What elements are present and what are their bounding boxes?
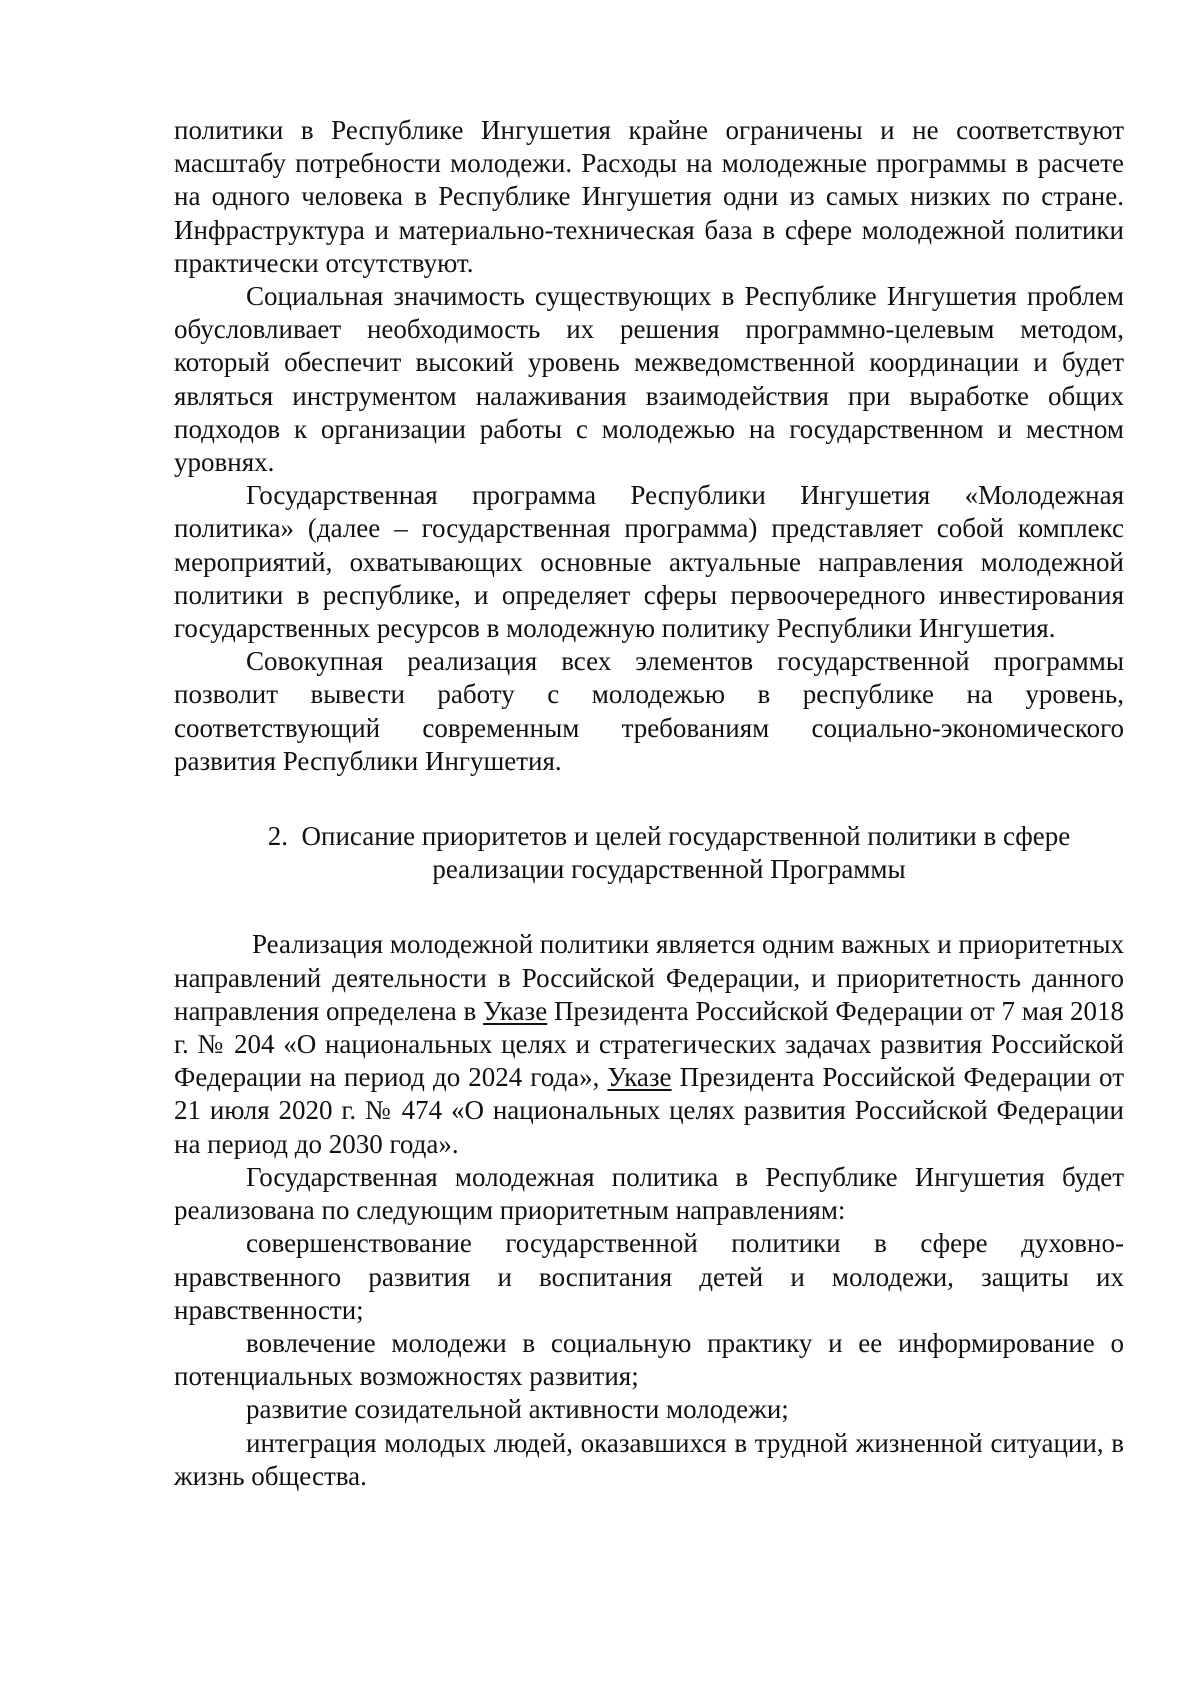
decree-text-part3: Президента Российской Федерации от 21 июля 2020 г. № 474 «О национальных целях развития Российской Федерации на период до 2030 года».	[174, 1062, 1124, 1159]
paragraph-social-significance: Социальная значимость существующих в Республике Ингушетия проблем обусловливает необходимость их решения программно-целевым методом, который обеспечит высокий уровень межведомственной координации и будет являться инструментом налаживания взаимодействия при выработке общих подходов к организации работы с молодежью на государственном и местном уровнях.	[174, 281, 1124, 478]
decree-text-part1: Реализация молодежной политики является одним важных и приоритетных направлений деятельности в Российской Федерации, и приоритетность данного направления определена в	[174, 929, 1124, 1026]
paragraph-decree	[174, 928, 1124, 1160]
paragraph-priorities-intro: Государственная молодежная политика в Республике Ингушетия будет реализована по следующим приоритетным направлениям:	[174, 1161, 1124, 1226]
section-title-line1: Описание приоритетов и целей государственной политики в сфере	[301, 821, 1071, 852]
paragraph-combined-implementation: Совокупная реализация всех элементов государственной программы позволит вывести работу с молодежью в республике на уровень, соответствующий современным требованиям социально-экономического развития Республики Ингушетия.	[174, 646, 1124, 776]
section-number: 2.	[267, 821, 288, 852]
decree-link-2[interactable]: Указе	[607, 1062, 672, 1093]
paragraph-continuation: политики в Республике Ингушетия крайне ограничены и не соответствуют масштабу потребности молодежи. Расходы на молодежные программы в расчете на одного человека в Республике Ингушетия одни из самых низких по стране. Инфраструктура и материально-техническая база в сфере молодежной политики практически отсутствуют.	[174, 115, 1124, 278]
decree-text-part2: Президента Российской Федерации от 7 мая 2018 г. № 204 «О национальных целях и стратегических задачах развития Российской Федерации на период до 2024 года»,	[174, 995, 1124, 1093]
decree-link-1[interactable]: Указе	[483, 995, 548, 1026]
priority-item-social-practice: вовлечение молодежи в социальную практику и ее информирование о потенциальных возможностях развития;	[174, 1327, 1124, 1392]
section-heading	[174, 820, 1124, 886]
priority-item-spiritual: совершенствование государственной политики в сфере духовно-нравственного развития и воспитания детей и молодежи, защиты их нравственности;	[174, 1228, 1124, 1325]
paragraph-state-program: Государственная программа Республики Ингушетия «Молодежная политика» (далее – государственная программа) представляет собой комплекс мероприятий, охватывающих основные актуальные направления молодежной политики в республике, и определяет сферы первоочередного инвестирования государственных ресурсов в молодежную политику Республики Ингушетия.	[174, 480, 1124, 644]
priority-item-integration: интеграция молодых людей, оказавшихся в трудной жизненной ситуации, в жизнь общества.	[174, 1427, 1124, 1491]
priority-item-creative-activity: развитие созидательной активности молодежи;	[246, 1394, 789, 1425]
section-heading-line1	[214, 820, 1124, 853]
document-page	[174, 114, 1124, 1493]
section-title-line2: реализации государственной Программы	[432, 854, 906, 885]
